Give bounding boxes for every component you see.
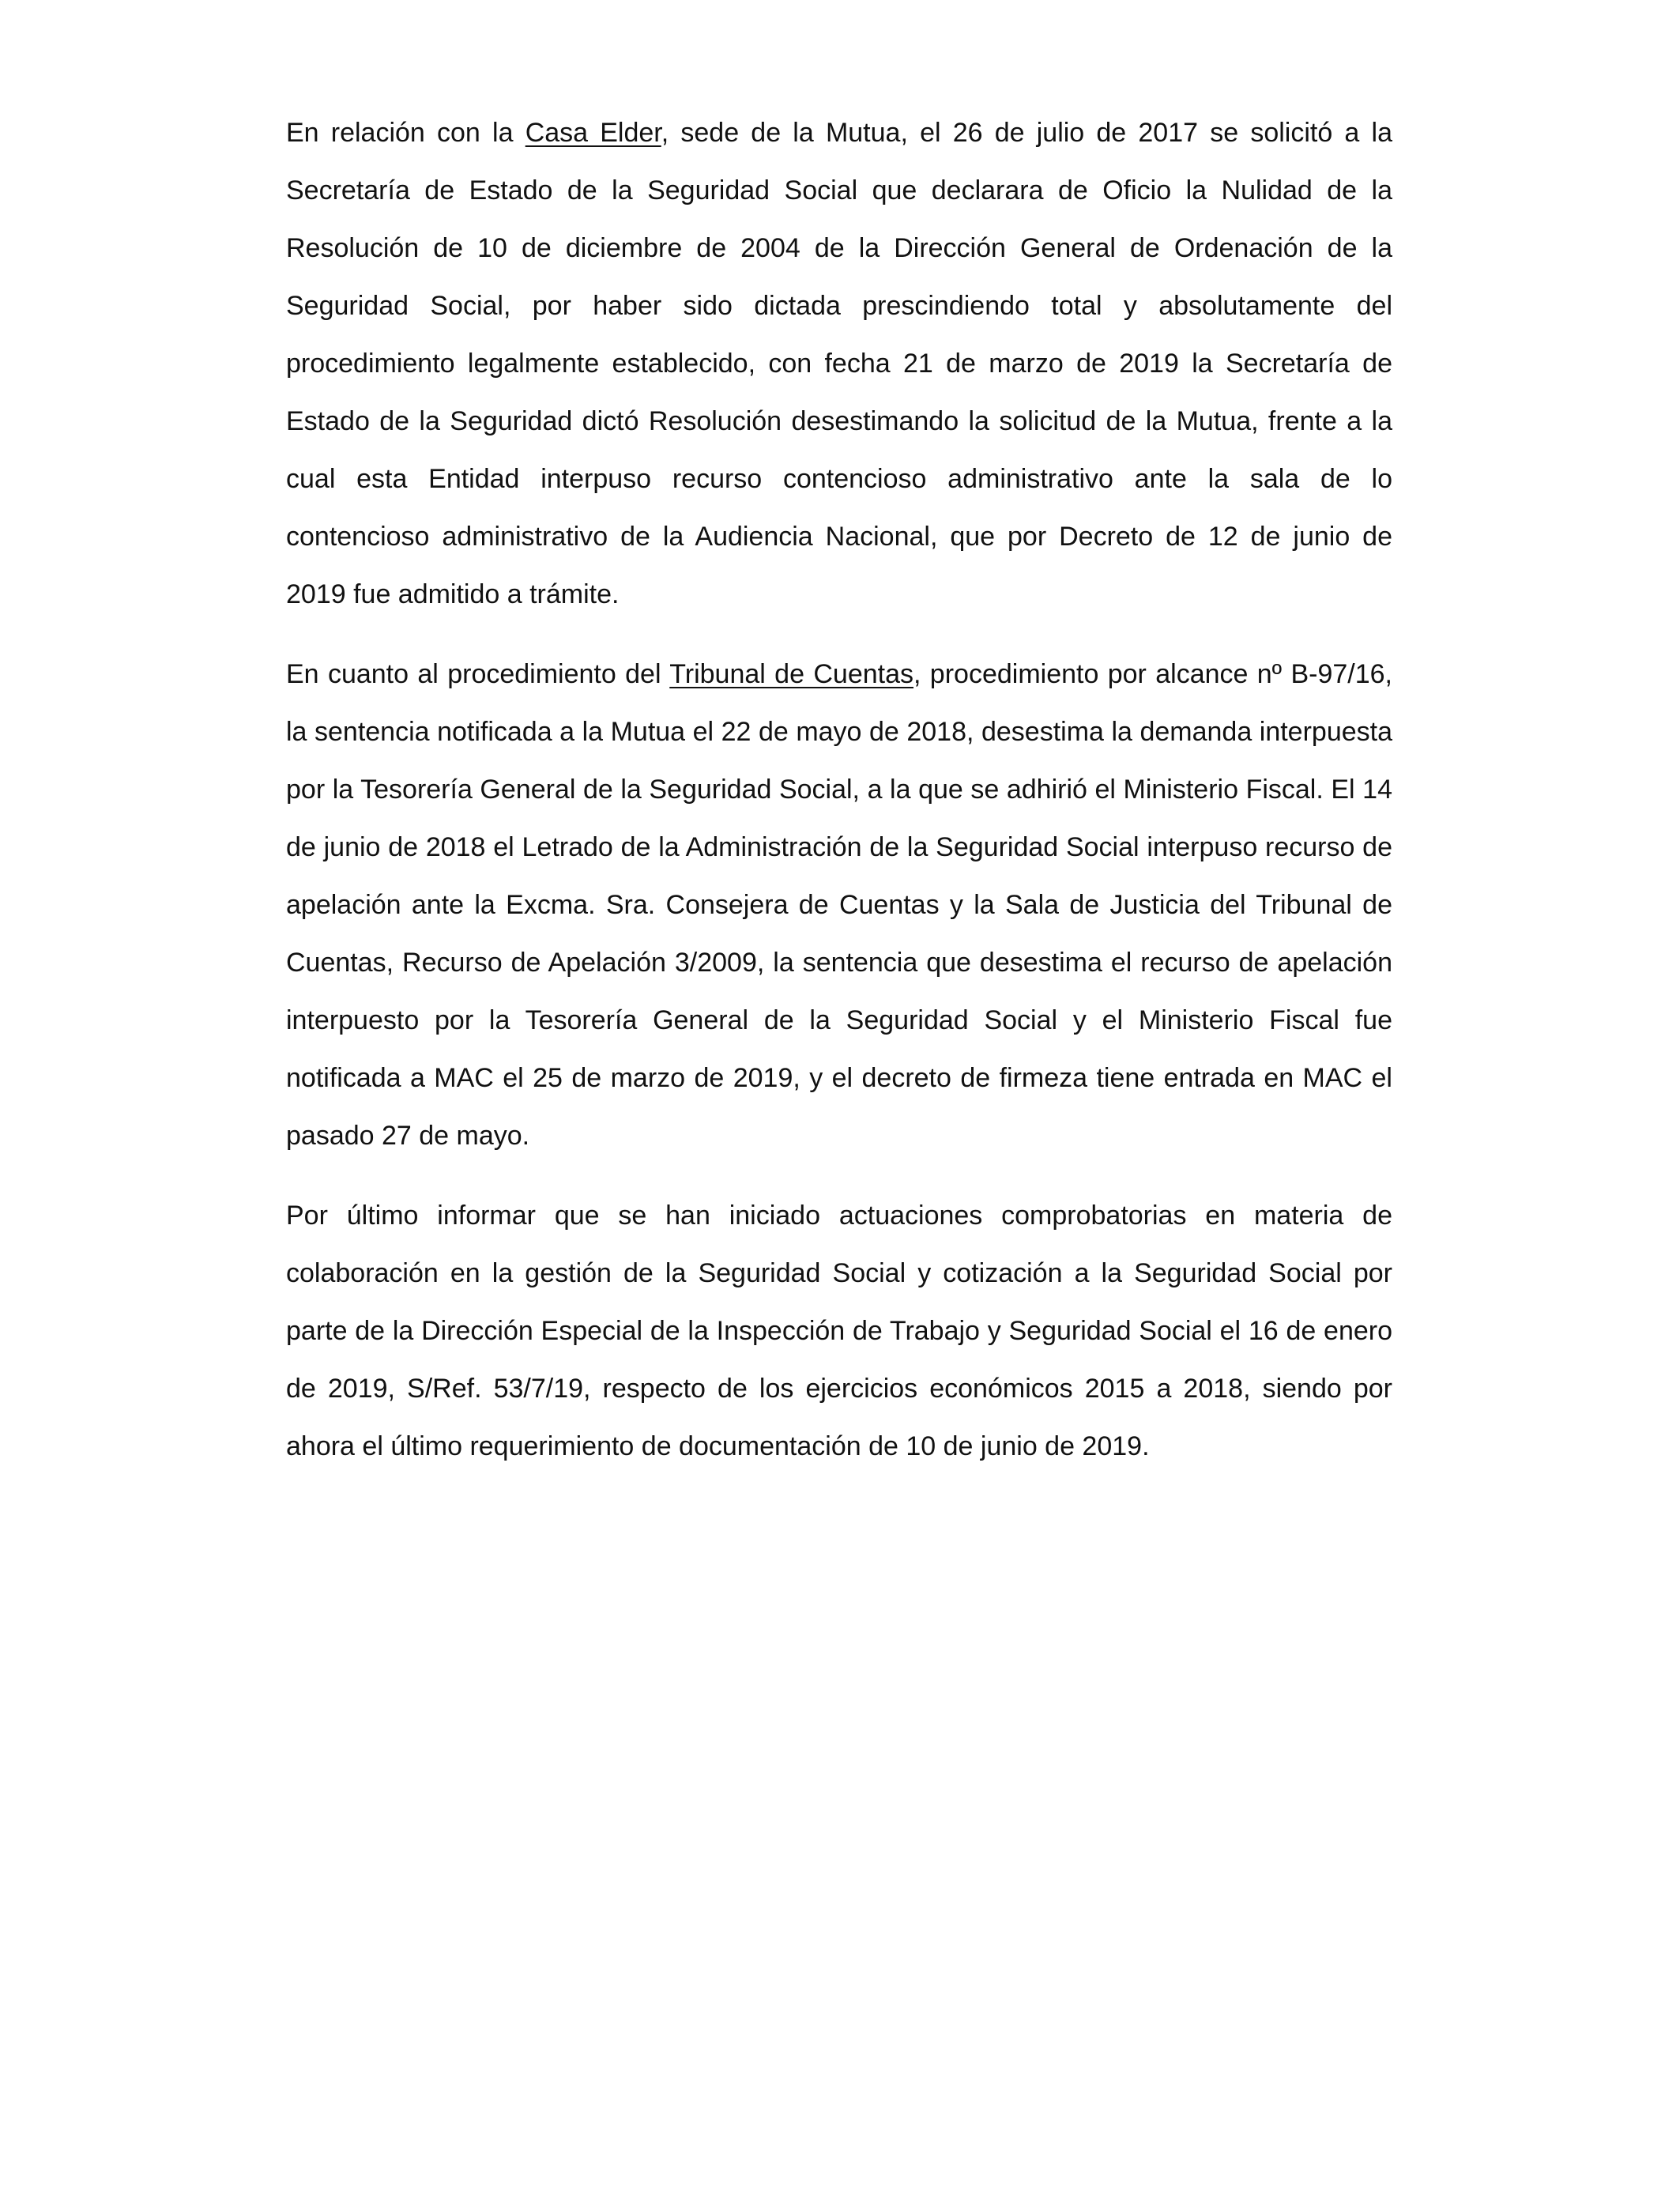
paragraph-3-text: Por último informar que se han iniciado actuaciones comprobatorias en materia de colaboración en la gestión de la Seguridad Social y cotización a la Seguridad Social por parte de la Dirección Especial de la Inspección de Trabajo y Seguridad Social el 16 de enero de 2019, S/Ref. 53/7/19, respecto de los ejercicios económicos 2015 a 2018, siendo por ahora el último requerimiento de documentación de 10 de junio de 2019.	[286, 1201, 1392, 1461]
paragraph-2-lead: En cuanto al procedimiento del	[286, 659, 670, 689]
casa-elder-underlined: Casa Elder	[525, 118, 661, 148]
paragraph-1-text: , sede de la Mutua, el 26 de julio de 2017 se solicitó a la Secretaría de Estado de la Seguridad Social que declarara de Oficio la Nulidad de la Resolución de 10 de diciembre de 2004 de la Dirección General de Ordenación de la Seguridad Social, por haber sido dictada prescindiendo total y absolutamente del procedimiento legalmente establecido, con fecha 21 de marzo de 2019 la Secretaría de Estado de la Seguridad dictó Resolución desestimando la solicitud de la Mutua, frente a la cual esta Entidad interpuso recurso contencioso administrativo ante la sala de lo contencioso administrativo de la Audiencia Nacional, que por Decreto de 12 de junio de 2019 fue admitido a trámite.	[286, 118, 1392, 609]
paragraph-1-lead: En relación con la	[286, 118, 525, 148]
paragraph-inspeccion	[286, 1187, 1392, 1476]
paragraph-2-text: , procedimiento por alcance nº B-97/16, la sentencia notificada a la Mutua el 22 de mayo de 2018, desestima la demanda interpuesta por la Tesorería General de la Seguridad Social, a la que se adhirió el Ministerio Fiscal. El 14 de junio de 2018 el Letrado de la Administración de la Seguridad Social interpuso recurso de apelación ante la Excma. Sra. Consejera de Cuentas y la Sala de Justicia del Tribunal de Cuentas, Recurso de Apelación 3/2009, la sentencia que desestima el recurso de apelación interpuesto por la Tesorería General de la Seguridad Social y el Ministerio Fiscal fue notificada a MAC el 25 de marzo de 2019, y el decreto de firmeza tiene entrada en MAC el pasado 27 de mayo.	[286, 659, 1392, 1151]
paragraph-casa-elder	[286, 104, 1392, 624]
tribunal-de-cuentas-underlined: Tribunal de Cuentas	[669, 659, 913, 689]
paragraph-tribunal-cuentas	[286, 646, 1392, 1165]
document-body	[286, 104, 1392, 1498]
